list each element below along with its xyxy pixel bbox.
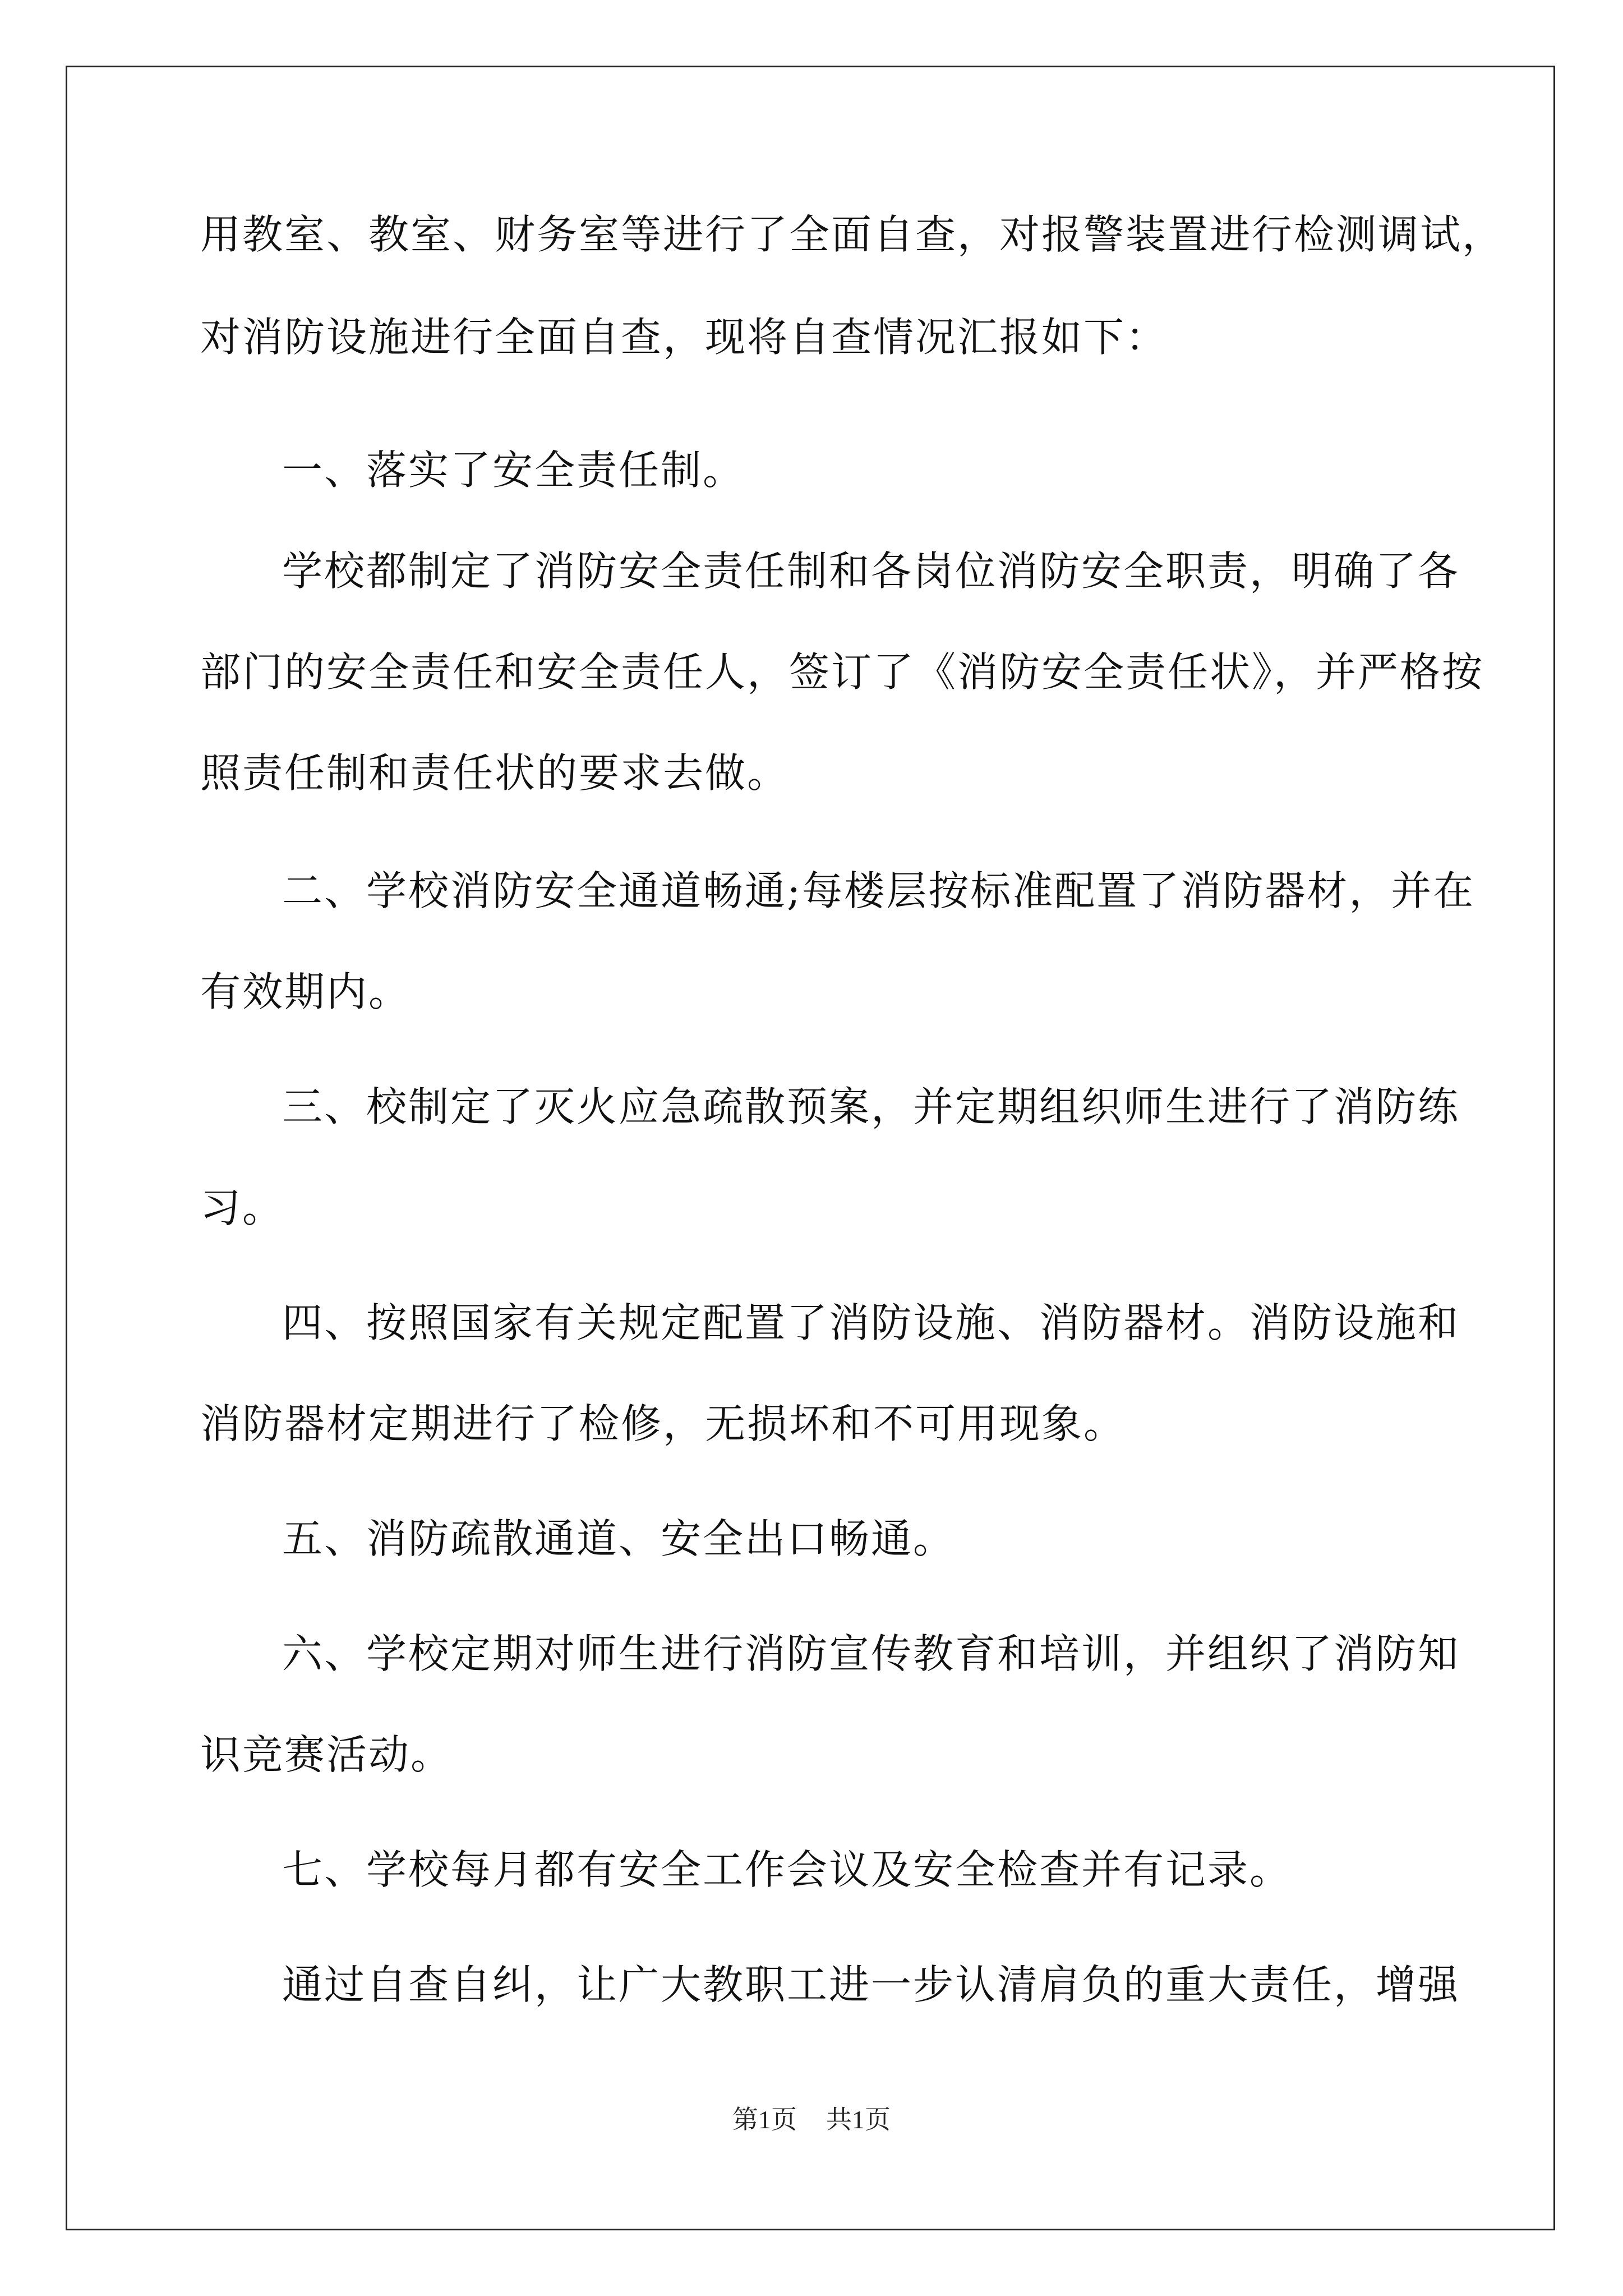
- text-line: 三、校制定了灭火应急疏散预案，并定期组织师生进行了消防练: [282, 1083, 1460, 1130]
- text-line: 照责任制和责任状的要求去做。: [200, 749, 790, 797]
- page-number-current: 第1页: [732, 2105, 797, 2134]
- text-line: 四、按照国家有关规定配置了消防设施、消防器材。消防设施和: [282, 1299, 1460, 1346]
- text-line: 通过自查自纠，让广大教职工进一步认清肩负的重大责任，增强: [282, 1961, 1460, 2008]
- text-line: 消防器材定期进行了检修，无损坏和不可用现象。: [200, 1400, 1126, 1447]
- text-line: 用教室、教室、财务室等进行了全面自查，对报警装置进行检测调试，: [200, 211, 1505, 258]
- text-line: 二、学校消防安全通道畅通;每楼层按标准配置了消防器材，并在: [282, 867, 1476, 914]
- text-line: 学校都制定了消防安全责任制和各岗位消防安全职责，明确了各: [282, 547, 1460, 595]
- text-line: 部门的安全责任和安全责任人，签订了《消防安全责任状》，并严格按: [200, 648, 1484, 696]
- page-number-total: 共1页: [826, 2105, 891, 2134]
- heading-item-1: 一、落实了安全责任制。: [282, 447, 745, 494]
- text-line: 五、消防疏散通道、安全出口畅通。: [282, 1515, 956, 1562]
- page-border: [66, 66, 1555, 2230]
- text-line: 七、学校每月都有安全工作会议及安全检查并有记录。: [282, 1846, 1292, 1893]
- text-line: 习。: [200, 1184, 285, 1231]
- text-line: 六、学校定期对师生进行消防宣传教育和培训，并组织了消防知: [282, 1630, 1460, 1677]
- text-line: 对消防设施进行全面自查，现将自查情况汇报如下：: [200, 314, 1168, 361]
- text-line: 识竞赛活动。: [200, 1731, 453, 1778]
- text-line: 有效期内。: [200, 968, 411, 1015]
- page-footer: [0, 2103, 1623, 2137]
